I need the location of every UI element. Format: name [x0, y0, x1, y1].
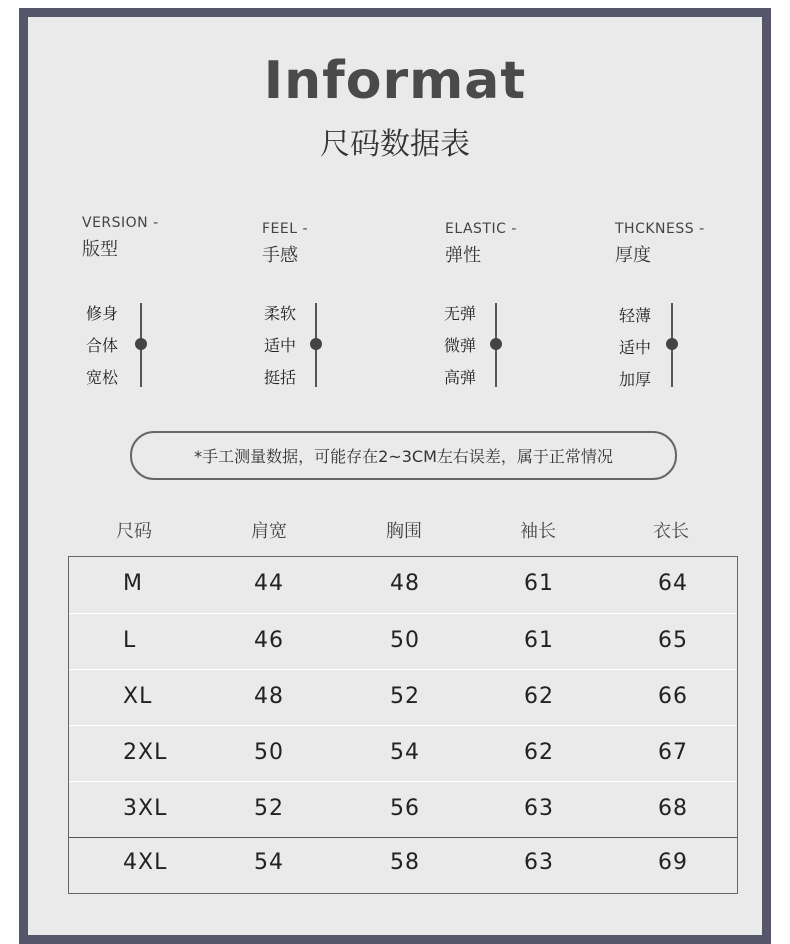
header-chest: 胸围	[386, 521, 422, 542]
header-size: 尺码	[116, 521, 152, 542]
attribute-feel	[262, 221, 422, 267]
scale-option: 适中	[619, 338, 652, 357]
cell-size: 2XL	[123, 740, 168, 765]
table-row	[69, 557, 737, 613]
cell-shoulder: 46	[254, 628, 284, 653]
cell-sleeve: 61	[524, 571, 554, 596]
cell-sleeve: 63	[524, 796, 554, 821]
cell-chest: 54	[390, 740, 420, 765]
attribute-elastic-cn: 弹性	[445, 245, 481, 266]
scale-option: 合体	[86, 336, 119, 355]
cell-size: 4XL	[123, 850, 168, 875]
attribute-thickness-en: THCKNESS -	[615, 221, 705, 237]
cell-sleeve: 61	[524, 628, 554, 653]
table-row	[69, 781, 737, 838]
header-sleeve: 袖长	[520, 521, 556, 542]
page-title: Informat	[263, 51, 527, 111]
selected-indicator-dot	[666, 338, 678, 350]
cell-length: 69	[658, 850, 688, 875]
scale-option: 宽松	[86, 368, 119, 387]
feel-scale	[264, 299, 374, 389]
cell-length: 67	[658, 740, 688, 765]
scale-option: 加厚	[619, 370, 652, 389]
cell-size: M	[123, 571, 143, 596]
cell-length: 68	[658, 796, 688, 821]
version-scale	[86, 299, 196, 389]
scale-option: 高弹	[444, 368, 477, 387]
cell-length: 64	[658, 571, 688, 596]
cell-size: 3XL	[123, 796, 168, 821]
attribute-thickness	[615, 221, 775, 267]
selected-indicator-dot	[310, 338, 322, 350]
attribute-feel-en: FEEL -	[262, 221, 309, 237]
page-subtitle: 尺码数据表	[320, 127, 470, 162]
cell-chest: 48	[390, 571, 420, 596]
attribute-elastic-en: ELASTIC -	[445, 221, 517, 237]
cell-chest: 50	[390, 628, 420, 653]
cell-chest: 52	[390, 684, 420, 709]
scale-option: 修身	[86, 304, 119, 323]
cell-size: L	[123, 628, 137, 653]
scale-option: 微弹	[444, 336, 477, 355]
cell-shoulder: 52	[254, 796, 284, 821]
size-chart-frame	[19, 8, 771, 944]
cell-sleeve: 63	[524, 850, 554, 875]
thickness-scale	[619, 299, 729, 389]
cell-length: 66	[658, 684, 688, 709]
scale-option: 适中	[264, 336, 297, 355]
cell-length: 65	[658, 628, 688, 653]
measurement-note: *手工测量数据，可能存在2~3CM左右误差，属于正常情况	[130, 431, 677, 480]
elastic-scale	[444, 299, 554, 389]
cell-sleeve: 62	[524, 684, 554, 709]
attribute-feel-cn: 手感	[262, 245, 298, 266]
header-length: 衣长	[653, 521, 689, 542]
table-row	[69, 725, 737, 782]
scale-option: 柔软	[264, 304, 297, 323]
table-row	[69, 669, 737, 726]
scale-option: 轻薄	[619, 306, 652, 325]
cell-chest: 58	[390, 850, 420, 875]
size-table-header	[28, 517, 762, 547]
cell-shoulder: 48	[254, 684, 284, 709]
attribute-version	[82, 215, 242, 261]
table-row	[69, 837, 737, 894]
attribute-elastic	[445, 221, 605, 267]
table-row	[69, 613, 737, 670]
size-table	[68, 556, 738, 894]
selected-indicator-dot	[490, 338, 502, 350]
cell-shoulder: 44	[254, 571, 284, 596]
header-shoulder: 肩宽	[251, 521, 287, 542]
scale-option: 挺括	[264, 368, 297, 387]
cell-shoulder: 50	[254, 740, 284, 765]
attribute-version-cn: 版型	[82, 239, 118, 260]
scale-option: 无弹	[444, 304, 477, 323]
cell-chest: 56	[390, 796, 420, 821]
cell-sleeve: 62	[524, 740, 554, 765]
attribute-version-en: VERSION -	[82, 215, 159, 231]
cell-size: XL	[123, 684, 153, 709]
selected-indicator-dot	[135, 338, 147, 350]
attribute-thickness-cn: 厚度	[615, 245, 651, 266]
cell-shoulder: 54	[254, 850, 284, 875]
